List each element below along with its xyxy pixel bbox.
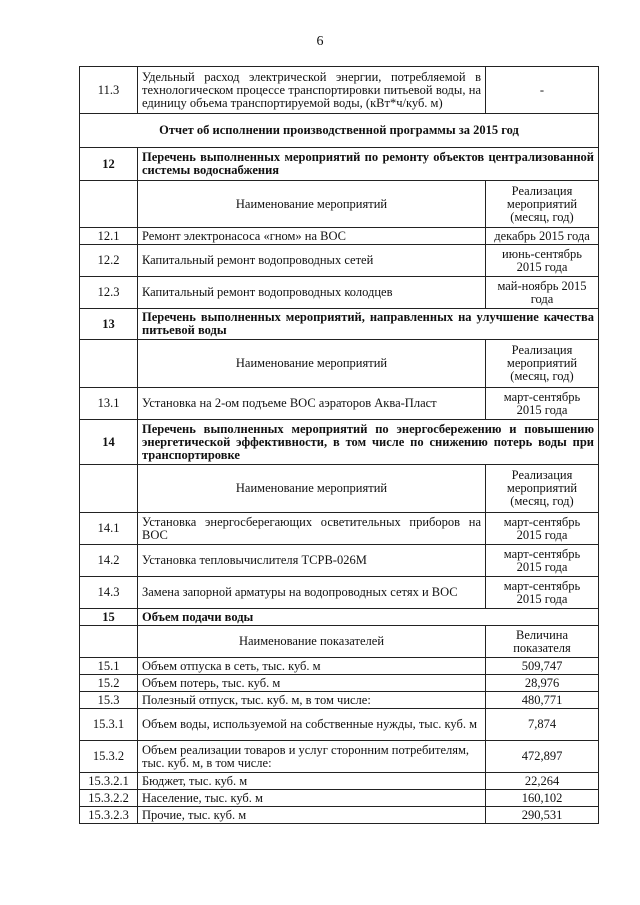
- row-value: 160,102: [486, 790, 599, 807]
- row-text: Установка тепловычислителя ТСРВ-026М: [138, 545, 486, 577]
- row-number: 12.2: [80, 245, 138, 277]
- empty-cell: [80, 181, 138, 228]
- column-header-value: Величина показателя: [486, 626, 599, 658]
- row-text: Объем воды, используемой на собственные нужды, тыс. куб. м: [138, 709, 486, 741]
- table-row: [80, 709, 599, 741]
- table-row: [80, 245, 599, 277]
- section-header-row: [80, 609, 599, 626]
- section-title: Перечень выполненных мероприятий, направленных на улучшение качества питьевой воды: [138, 309, 599, 340]
- row-number: 15.3.2.2: [80, 790, 138, 807]
- row-number: 15.3.2.1: [80, 773, 138, 790]
- row-text: Капитальный ремонт водопроводных колодцев: [138, 277, 486, 309]
- row-number: 14.1: [80, 513, 138, 545]
- table-row: [80, 741, 599, 773]
- section-number: 15: [80, 609, 138, 626]
- section-header-row: [80, 148, 599, 181]
- column-header-name: Наименование мероприятий: [138, 340, 486, 388]
- row-text: Бюджет, тыс. куб. м: [138, 773, 486, 790]
- row-value: 480,771: [486, 692, 599, 709]
- column-header-implementation: Реализация мероприятий (месяц, год): [486, 465, 599, 513]
- table-row: [80, 67, 599, 114]
- column-header-row: [80, 181, 599, 228]
- table-row: [80, 658, 599, 675]
- section-number: 14: [80, 420, 138, 465]
- row-number: 14.3: [80, 577, 138, 609]
- column-header-row: [80, 626, 599, 658]
- empty-cell: [80, 626, 138, 658]
- row-value: март-сентябрь 2015 года: [486, 388, 599, 420]
- row-number: 15.3: [80, 692, 138, 709]
- table-row: [80, 807, 599, 824]
- row-text: Объем потерь, тыс. куб. м: [138, 675, 486, 692]
- program-table: [79, 66, 599, 824]
- row-number: 12.3: [80, 277, 138, 309]
- row-number: 12.1: [80, 228, 138, 245]
- column-header-name: Наименование мероприятий: [138, 465, 486, 513]
- section-number: 12: [80, 148, 138, 181]
- column-header-implementation: Реализация мероприятий (месяц, год): [486, 340, 599, 388]
- column-header-name: Наименование показателей: [138, 626, 486, 658]
- report-title: Отчет об исполнении производственной программы за 2015 год: [80, 114, 599, 148]
- row-value: декабрь 2015 года: [486, 228, 599, 245]
- row-text: Прочие, тыс. куб. м: [138, 807, 486, 824]
- report-title-row: [80, 114, 599, 148]
- table-row: [80, 773, 599, 790]
- row-text: Удельный расход электрической энергии, потребляемой в технологическом процессе транспортировки питьевой воды, на единицу объема транспортируемой воды, (кВт*ч/куб. м): [138, 67, 486, 114]
- section-title: Перечень выполненных мероприятий по энергосбережению и повышению энергетической эффективности, в том числе по снижению потерь воды при транспортировке: [138, 420, 599, 465]
- row-number: 15.2: [80, 675, 138, 692]
- row-text: Объем отпуска в сеть, тыс. куб. м: [138, 658, 486, 675]
- row-number: 15.3.2: [80, 741, 138, 773]
- empty-cell: [80, 465, 138, 513]
- row-value: март-сентябрь 2015 года: [486, 545, 599, 577]
- column-header-row: [80, 465, 599, 513]
- row-value: июнь-сентябрь 2015 года: [486, 245, 599, 277]
- table-row: [80, 277, 599, 309]
- row-text: Ремонт электронасоса «гном» на ВОС: [138, 228, 486, 245]
- row-value: 509,747: [486, 658, 599, 675]
- row-number: 11.3: [80, 67, 138, 114]
- table-row: [80, 790, 599, 807]
- row-number: 15.1: [80, 658, 138, 675]
- row-text: Установка на 2-ом подъеме ВОС аэраторов Аква-Пласт: [138, 388, 486, 420]
- row-text: Замена запорной арматуры на водопроводных сетях и ВОС: [138, 577, 486, 609]
- row-text: Капитальный ремонт водопроводных сетей: [138, 245, 486, 277]
- section-title: Перечень выполненных мероприятий по ремонту объектов централизованной системы водоснабжения: [138, 148, 599, 181]
- empty-cell: [80, 340, 138, 388]
- table-row: [80, 675, 599, 692]
- row-number: 14.2: [80, 545, 138, 577]
- table-row: [80, 545, 599, 577]
- section-title: Объем подачи воды: [138, 609, 599, 626]
- table-row: [80, 692, 599, 709]
- table-row: [80, 228, 599, 245]
- row-value: 22,264: [486, 773, 599, 790]
- row-value: 28,976: [486, 675, 599, 692]
- section-header-row: [80, 420, 599, 465]
- column-header-name: Наименование мероприятий: [138, 181, 486, 228]
- page-number: 6: [316, 34, 324, 49]
- table-row: [80, 577, 599, 609]
- row-value: март-сентябрь 2015 года: [486, 577, 599, 609]
- row-value: -: [486, 67, 599, 114]
- row-number: 15.3.2.3: [80, 807, 138, 824]
- row-text: Население, тыс. куб. м: [138, 790, 486, 807]
- row-value: 290,531: [486, 807, 599, 824]
- row-value: 472,897: [486, 741, 599, 773]
- row-text: Объем реализации товаров и услуг сторонним потребителям, тыс. куб. м, в том числе:: [138, 741, 486, 773]
- row-number: 13.1: [80, 388, 138, 420]
- row-value: март-сентябрь 2015 года: [486, 513, 599, 545]
- column-header-row: [80, 340, 599, 388]
- table-row: [80, 513, 599, 545]
- row-value: 7,874: [486, 709, 599, 741]
- row-text: Полезный отпуск, тыс. куб. м, в том числе:: [138, 692, 486, 709]
- row-text: Установка энергосберегающих осветительных приборов на ВОС: [138, 513, 486, 545]
- section-header-row: [80, 309, 599, 340]
- row-value: май-ноябрь 2015 года: [486, 277, 599, 309]
- column-header-implementation: Реализация мероприятий (месяц, год): [486, 181, 599, 228]
- row-number: 15.3.1: [80, 709, 138, 741]
- section-number: 13: [80, 309, 138, 340]
- table-row: [80, 388, 599, 420]
